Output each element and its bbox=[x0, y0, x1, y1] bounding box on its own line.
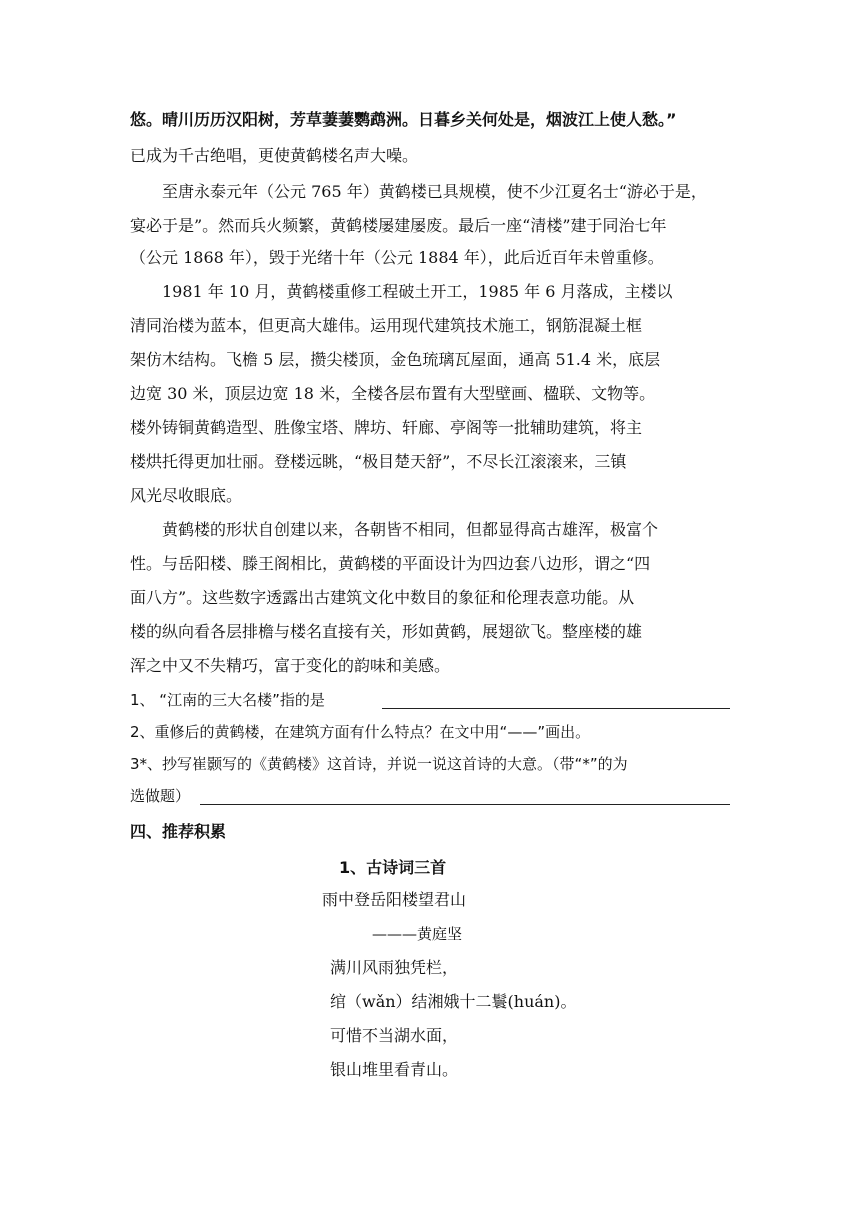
paragraph-line: 1981 年 10 月，黄鹤楼重修工程破土开工，1985 年 6 月落成，主楼以 bbox=[130, 282, 673, 301]
poem-line: 银山堆里看青山。 bbox=[330, 1060, 459, 1079]
section-subheading: 1、古诗词三首 bbox=[339, 858, 447, 877]
poem-quote-line: 悠。晴川历历汉阳树，芳草萋萋鹦鹉洲。日暮乡关何处是，烟波江上使人愁。” bbox=[130, 110, 677, 129]
poem-author: ———黄庭坚 bbox=[372, 925, 463, 943]
paragraph-line: 清同治楼为蓝本，但更高大雄伟。运用现代建筑技术施工，钢筋混凝土框 bbox=[130, 316, 643, 335]
answer-blank-3[interactable] bbox=[200, 804, 730, 805]
paragraph-line: 楼烘托得更加壮丽。登楼远眺，“极目楚天舒”，不尽长江滚滚来，三镇 bbox=[130, 452, 627, 471]
paragraph-line: 楼外铸铜黄鹤造型、胜像宝塔、牌坊、轩廊、亭阁等一批辅助建筑，将主 bbox=[130, 418, 643, 437]
paragraph-line: 浑之中又不失精巧，富于变化的韵味和美感。 bbox=[130, 656, 451, 675]
paragraph-line: （公元 1868 年），毁于光绪十年（公元 1884 年），此后近百年未曾重修。 bbox=[130, 248, 664, 267]
question-3: 3*、抄写崔颢写的《黄鹤楼》这首诗，并说一说这首诗的大意。（带“*”的为 bbox=[130, 755, 628, 773]
paragraph-line: 性。与岳阳楼、滕王阁相比，黄鹤楼的平面设计为四边套八边形，谓之“四 bbox=[130, 554, 651, 573]
question-2: 2、重修后的黄鹤楼，在建筑方面有什么特点？在文中用“——”画出。 bbox=[130, 723, 591, 741]
paragraph-line: 楼的纵向看各层排檐与楼名直接有关，形如黄鹤，展翅欲飞。整座楼的雄 bbox=[130, 622, 643, 641]
poem-line: 满川风雨独凭栏， bbox=[330, 958, 459, 977]
poem-line: 绾（wǎn）结湘娥十二鬟(huán)。 bbox=[330, 992, 577, 1011]
paragraph-line: 黄鹤楼的形状自创建以来，各朝皆不相同，但都显得高古雄浑，极富个 bbox=[130, 520, 659, 539]
paragraph-line: 至唐永泰元年（公元 765 年）黄鹤楼已具规模，使不少江夏名士“游必于是， bbox=[130, 182, 707, 201]
question-1: 1、 “江南的三大名楼”指的是 bbox=[130, 691, 325, 709]
paragraph-line: 面八方”。这些数字透露出古建筑文化中数目的象征和伦理表意功能。从 bbox=[130, 588, 635, 607]
paragraph-line: 架仿木结构。飞檐 5 层，攒尖楼顶，金色琉璃瓦屋面，通高 51.4 米，底层 bbox=[130, 350, 661, 369]
poem-line: 可惜不当湖水面， bbox=[330, 1026, 459, 1045]
paragraph-line: 宴必于是”。然而兵火频繁，黄鹤楼屡建屡废。最后一座“清楼”建于同治七年 bbox=[130, 216, 667, 235]
section-heading: 四、推荐积累 bbox=[130, 822, 227, 841]
poem-title: 雨中登岳阳楼望君山 bbox=[322, 890, 467, 909]
question-3-cont: 选做题） bbox=[130, 787, 191, 805]
paragraph-line: 风光尽收眼底。 bbox=[130, 486, 243, 505]
paragraph-line: 边宽 30 米，顶层边宽 18 米，全楼各层布置有大型壁画、楹联、文物等。 bbox=[130, 384, 656, 403]
answer-blank-1[interactable] bbox=[382, 708, 730, 709]
paragraph-line: 已成为千古绝唱，更使黄鹤楼名声大噪。 bbox=[130, 146, 419, 165]
